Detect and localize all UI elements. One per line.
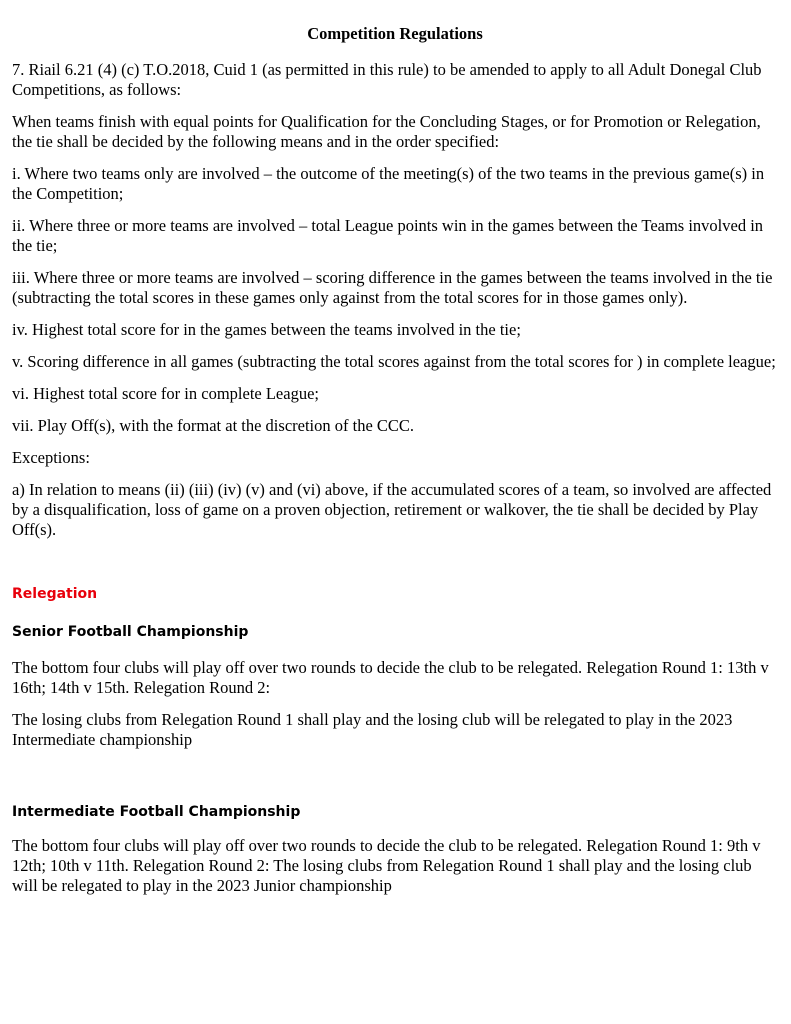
relegation-heading: Relegation <box>12 586 98 602</box>
tie-rule-paragraph: When teams finish with equal points for Qualification for the Concluding Stages, or for Promotion or Relegation, the tie shall be decided by the following means and in the order specified: <box>12 112 761 151</box>
document-title: Competition Regulations <box>307 24 483 43</box>
means-item: iii. Where three or more teams are involved – scoring difference in the games between the teams involved in the tie (subtracting the total scores in these games only against from the total scores for in those games only). <box>12 268 773 307</box>
means-item: i. Where two teams only are involved – the outcome of the meeting(s) of the two teams in the previous game(s) in the Competition; <box>12 164 765 203</box>
means-item: vi. Highest total score for in complete League; <box>12 384 319 403</box>
intro-paragraph: 7. Riail 6.21 (4) (c) T.O.2018, Cuid 1 (as permitted in this rule) to be amended to apply to all Adult Donegal Club Competitions, as follows: <box>12 60 762 99</box>
senior-paragraph: The losing clubs from Relegation Round 1 shall play and the losing club will be relegated to play in the 2023 Intermediate championship <box>12 710 733 749</box>
exception-a-paragraph: a) In relation to means (ii) (iii) (iv) (v) and (vi) above, if the accumulated scores of a team, so involved are affected by a disqualification, loss of game on a proven objection, retirement or walkover, the tie shall be decided by Play Off(s). <box>12 480 772 539</box>
senior-championship-heading: Senior Football Championship <box>12 624 249 640</box>
means-item: v. Scoring difference in all games (subtracting the total scores against from the total scores for ) in complete league; <box>12 352 776 371</box>
means-item: iv. Highest total score for in the games between the teams involved in the tie; <box>12 320 521 339</box>
means-item: vii. Play Off(s), with the format at the discretion of the CCC. <box>12 416 415 435</box>
intermediate-paragraph: The bottom four clubs will play off over two rounds to decide the club to be relegated. Relegation Round 1: 9th v 12th; 10th v 11th. Relegation Round 2: The losing clubs from Relegation Round 1 shall play and the losing club will be relegated to play in the 2023 Junior championship <box>12 836 761 895</box>
means-item: ii. Where three or more teams are involved – total League points win in the games between the Teams involved in the tie; <box>12 216 764 255</box>
exceptions-label: Exceptions: <box>12 448 90 467</box>
senior-paragraph: The bottom four clubs will play off over two rounds to decide the club to be relegated. Relegation Round 1: 13th v 16th; 14th v 15th. Relegation Round 2: <box>12 658 769 697</box>
intermediate-championship-heading: Intermediate Football Championship <box>12 804 301 820</box>
document-page <box>12 22 778 908</box>
